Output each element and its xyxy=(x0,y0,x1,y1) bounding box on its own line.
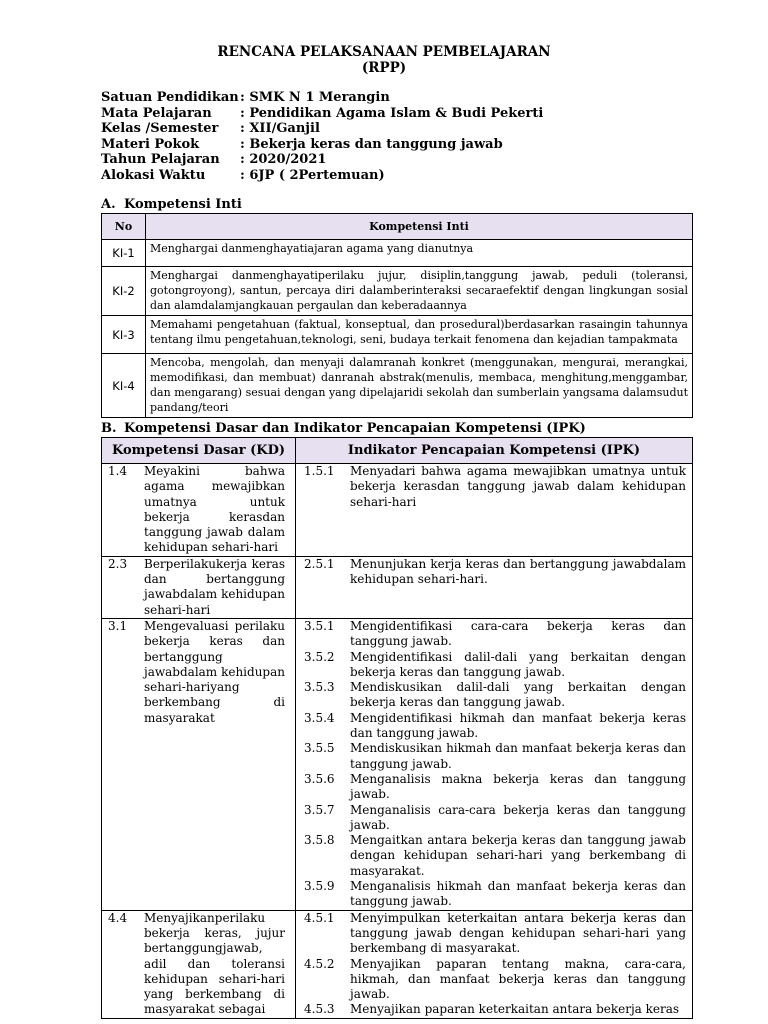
ipk-cell xyxy=(296,464,693,557)
identity-label: Materi Pokok xyxy=(101,136,200,152)
ipk-number: 3.5.2 xyxy=(304,649,335,664)
ipk-number: 3.5.6 xyxy=(304,771,335,786)
section-a-heading xyxy=(101,197,242,212)
ipk-text: Mengidentifikasi dalil-dali yang berkaitan dengan bekerja keras dan tanggung jawab. xyxy=(350,649,686,679)
table-row xyxy=(102,267,693,316)
ipk-number: 1.5.1 xyxy=(304,464,335,478)
identity-value: : SMK N 1 Merangin xyxy=(240,90,390,105)
section-letter: B. xyxy=(101,421,117,436)
ipk-text: Menganalisis hikmah dan manfaat bekerja keras dan tanggung jawab. xyxy=(350,879,686,909)
ipk-cell xyxy=(296,910,693,1018)
identity-label: Tahun Pelajaran xyxy=(101,152,220,168)
ipk-item xyxy=(304,557,686,588)
ipk-item xyxy=(304,464,686,510)
kd-number: 3.1 xyxy=(108,618,128,633)
column-header-ki: Kompetensi Inti xyxy=(146,214,693,240)
identity-value: : XII/Ganjil xyxy=(240,121,320,137)
identity-value: : Pendidikan Agama Islam & Budi Pekerti xyxy=(240,105,544,121)
ipk-item xyxy=(304,772,686,803)
kd-cell xyxy=(102,464,296,557)
ipk-cell xyxy=(296,618,693,910)
ipk-text: Menyimpulkan keterkaitan antara bekerja keras dan tanggung jawab dengan kehidupan sehari-hari yang berkembang di masyarakat. xyxy=(350,910,686,956)
ipk-text: Mengaitkan antara bekerja keras dan tanggung jawab dengan kehidupan sehari-hari yang berkembang di masyarakat. xyxy=(350,833,686,878)
identity-row xyxy=(101,152,543,168)
identity-row xyxy=(101,121,543,137)
ipk-cell xyxy=(296,556,693,618)
ipk-item xyxy=(304,650,686,681)
ipk-number: 3.5.5 xyxy=(304,741,335,756)
table-row xyxy=(102,556,693,618)
ki-text: Menghargai danmenghayatiperilaku jujur, disiplin,tanggung jawab, peduli (toleransi, gotongroyong), santun, percaya diri dalamberinteraksi secaraefektif dengan lingkungan sosial dan alamdalamjangkauan pergaulan dan keberadaannya xyxy=(146,267,693,316)
ipk-item xyxy=(304,680,686,711)
identity-label: Alokasi Waktu xyxy=(101,167,206,183)
identity-row xyxy=(101,90,543,106)
ipk-text: Mengidentifikasi cara-cara bekerja keras dan tanggung jawab. xyxy=(350,618,686,649)
ipk-number: 3.5.8 xyxy=(304,833,335,848)
ki-text: Menghargai danmenghayatiajaran agama yang dianutnya xyxy=(146,240,693,267)
ipk-text: Mendiskusikan dalil-dali yang berkaitan dengan bekerja keras dan tanggung jawab. xyxy=(350,680,686,710)
ki-number: KI-2 xyxy=(102,267,146,316)
ipk-text: Menganalisis cara-cara bekerja keras dan tanggung jawab. xyxy=(350,802,686,832)
table-row xyxy=(102,910,693,1018)
table-row xyxy=(102,464,693,557)
table-header-row xyxy=(102,214,693,240)
kd-number: 4.4 xyxy=(108,910,128,925)
ipk-number: 3.5.3 xyxy=(304,680,335,695)
identity-value: : Bekerja keras dan tanggung jawab xyxy=(240,136,503,152)
ki-number: KI-3 xyxy=(102,316,146,354)
kd-text: Berperilakukerja keras dan bertanggung jawabdalam kehidupan sehari-hari xyxy=(144,556,285,617)
identity-row xyxy=(101,106,543,122)
ipk-text: Menganalisis makna bekerja keras dan tanggung jawab. xyxy=(350,771,686,802)
ipk-item xyxy=(304,833,686,879)
ipk-item xyxy=(304,1002,686,1017)
ipk-item xyxy=(304,957,686,1003)
kd-cell xyxy=(102,556,296,618)
kd-text: Mengevaluasi perilaku bekerja keras dan bertanggung jawabdalam kehidupan sehari-hariyang berkembang di masyarakat xyxy=(144,618,285,725)
ki-text: Memahami pengetahuan (faktual, konseptual, dan prosedural)berdasarkan rasaingin tahunnya tentang ilmu pengetahuan,teknologi, seni, budaya terkait fenomena dan kejadian tampakmata xyxy=(146,316,693,354)
section-title: Kompetensi Dasar dan Indikator Pencapaian Kompetensi (IPK) xyxy=(124,421,586,436)
ipk-text: Menyadari bahwa agama mewajibkan umatnya untuk bekerja kerasdan tanggung jawab dalam kehidupan sehari-hari xyxy=(350,464,686,509)
identity-row xyxy=(101,168,543,184)
kd-cell xyxy=(102,618,296,910)
table-header-row xyxy=(102,438,693,464)
ipk-number: 3.5.7 xyxy=(304,802,335,817)
column-header-kd: Kompetensi Dasar (KD) xyxy=(102,438,296,464)
ipk-number: 3.5.9 xyxy=(304,879,335,894)
identity-label: Satuan Pendidikan xyxy=(101,90,239,105)
ipk-item xyxy=(304,911,686,957)
ki-number: KI-4 xyxy=(102,354,146,418)
table-row xyxy=(102,316,693,354)
table-row xyxy=(102,240,693,267)
ki-text: Mencoba, mengolah, dan menyaji dalamranah konkret (menggunakan, mengurai, merangkai, memodifikasi, dan membuat) danranah abstrak(menulis, membaca, menghitung,menggambar, dan mengarang) sesuai dengan yang dipelajaridi sekolah dan sumberlain yangsama dalamsudut pandang/teori xyxy=(146,354,693,418)
table-row xyxy=(102,618,693,910)
identity-block xyxy=(101,90,543,184)
ipk-number: 2.5.1 xyxy=(304,556,335,571)
kd-number: 1.4 xyxy=(108,464,128,478)
doc-subtitle: (RPP) xyxy=(361,60,407,76)
identity-row xyxy=(101,137,543,153)
ipk-item xyxy=(304,711,686,742)
ipk-text: Mengidentifikasi hikmah dan manfaat bekerja keras dan tanggung jawab. xyxy=(350,710,686,741)
kd-text: Menyajikanperilaku bekerja keras, jujur bertanggungjawab, adil dan toleransi kehidupan sehari-hari yang berkembang di masyarakat sebagai xyxy=(144,910,285,1017)
ipk-number: 4.5.2 xyxy=(304,956,335,971)
section-b-heading xyxy=(101,421,586,436)
section-letter: A. xyxy=(101,197,116,212)
ipk-item xyxy=(304,879,686,910)
identity-value: : 2020/2021 xyxy=(240,152,327,168)
identity-label: Kelas /Semester xyxy=(101,121,219,137)
ki-number: KI-1 xyxy=(102,240,146,267)
ipk-text: Menunjukan kerja keras dan bertanggung jawabdalam kehidupan sehari-hari. xyxy=(350,556,686,587)
kompetensi-inti-table xyxy=(101,213,693,418)
column-header-no: No xyxy=(102,214,146,240)
ipk-item xyxy=(304,619,686,650)
ipk-text: Menyajikan paparan keterkaitan antara bekerja keras xyxy=(350,1002,680,1017)
ipk-number: 4.5.1 xyxy=(304,910,335,925)
kd-cell xyxy=(102,910,296,1018)
identity-label: Mata Pelajaran xyxy=(101,105,212,121)
ipk-text: Menyajikan paparan tentang makna, cara-cara, hikmah, dan manfaat bekerja keras dan tanggung jawab. xyxy=(350,956,686,1002)
kd-ipk-table xyxy=(101,437,693,1019)
doc-title: RENCANA PELAKSANAAN PEMBELAJARAN xyxy=(217,44,551,60)
column-header-ipk: Indikator Pencapaian Kompetensi (IPK) xyxy=(296,438,693,464)
ipk-item xyxy=(304,741,686,772)
ipk-number: 3.5.4 xyxy=(304,710,335,725)
ipk-item xyxy=(304,803,686,834)
ipk-number: 4.5.3 xyxy=(304,1002,335,1017)
ipk-number: 3.5.1 xyxy=(304,618,335,633)
table-row xyxy=(102,354,693,418)
identity-value: : 6JP ( 2Pertemuan) xyxy=(240,167,385,183)
kd-number: 2.3 xyxy=(108,556,128,571)
ipk-text: Mendiskusikan hikmah dan manfaat bekerja keras dan tanggung jawab. xyxy=(350,741,686,771)
kd-text: Meyakini bahwa agama mewajibkan umatnya untuk bekerja kerasdan tanggung jawab dalam kehidupan sehari-hari xyxy=(144,464,285,555)
section-title: Kompetensi Inti xyxy=(124,197,242,212)
